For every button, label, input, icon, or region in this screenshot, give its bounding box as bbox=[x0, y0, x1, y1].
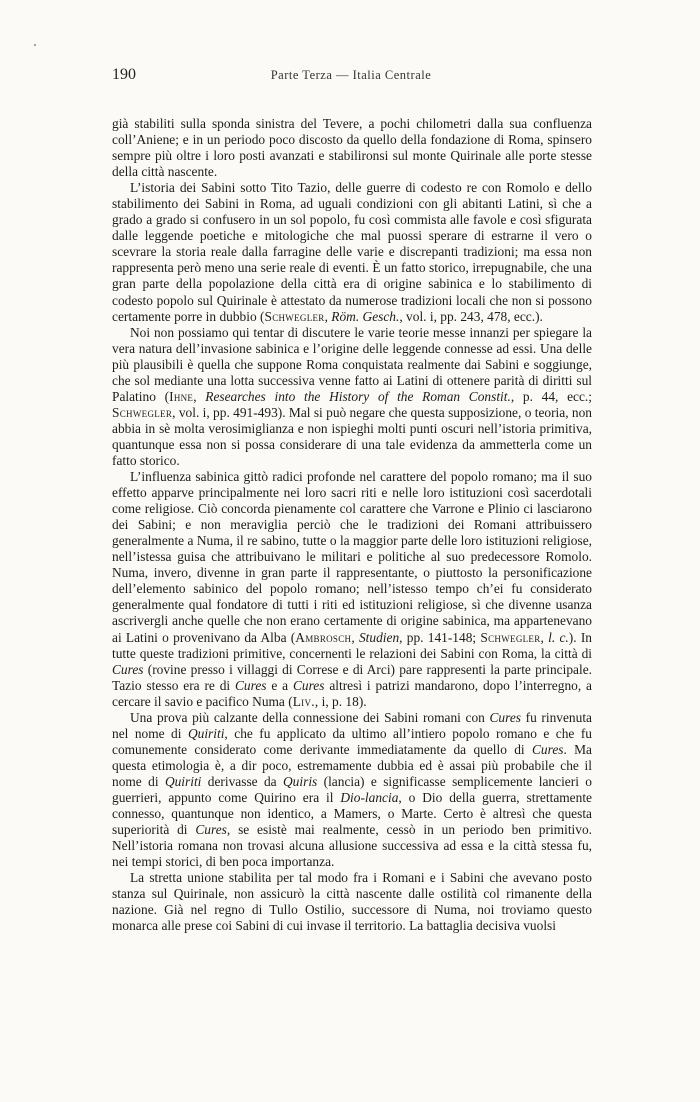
term: Quiris bbox=[283, 773, 318, 789]
author-citation: Ambrosch bbox=[295, 629, 352, 645]
place-name: Cures bbox=[112, 661, 144, 677]
page-number: 190 bbox=[112, 66, 136, 83]
author-citation: Ihne bbox=[169, 388, 194, 404]
work-citation: Röm. Gesch. bbox=[331, 308, 400, 324]
paragraph-3: Noi non possiamo qui tentar di discutere le varie teorie messe innanzi per spiegare la vera natura dell’invasione sabinica e l’origine delle leggende connesse ad essi. Una delle più plausibili è quella che suppone Roma conquistata realmente dai Sabini e soggiunge, che sol mediante una lotta successiva venne fatto ai Latini di ottenere parità di diritti sul Palatino (Ihne, Researches into the History of the Roman Constit., p. 44, ecc.; Schwegler, vol. i, pp. 491-493). Mal si può negare che questa supposizione, o teoria, non abbia in sè molta verosimiglianza e non ispieghi molti punti oscuri nell’istoria primitiva, quantunque essa non si possa considerare di una tale evidenza da ammetterla come un fatto storico. bbox=[112, 324, 592, 468]
work-citation: Studien bbox=[358, 629, 400, 645]
paragraph-2: L’istoria dei Sabini sotto Tito Tazio, delle guerre di codesto re con Romolo e dello stabilimento dei Sabini in Roma, ad uguali condizioni con gli abitanti Latini, sì che a grado a grado si confusero in un sol popolo, fu così commista alle favole e così sfigurata dalle leggende poetiche e mitologiche che mal puossi sperare di estrarne il vero o scevrare la storia reale dalla farragine delle varie e discrepanti tradizioni; ma essa non rappresenta però meno una serie reale di eventi. È un fatto storico, irrepugnabile, che una gran parte della popolazione della città era di origine sabinica e lo stabilimento di codesto popolo sul Quirinale è attestato da numerose tradizioni locali che non si possono certamente porre in dubbio (Schwegler, Röm. Gesch., vol. i, pp. 243, 478, ecc.). bbox=[112, 180, 592, 324]
place-name: Cures bbox=[292, 677, 325, 693]
author-citation: Schwegler bbox=[480, 629, 541, 645]
paragraph-1: già stabiliti sulla sponda sinistra del Tevere, a pochi chilometri dalla sua confluenza coll’Aniene; e in un periodo poco discosto da quello della fondazione di Roma, spinsero sempre più oltre i loro posti avanzati e stabilironsi sul monte Quirinale alle porte stesse della città nascente. bbox=[112, 116, 592, 180]
place-name: Cures bbox=[531, 741, 564, 757]
place-name: Cures bbox=[195, 822, 227, 838]
paragraph-5: Una prova più calzante della connessione dei Sabini romani con Cures fu rinvenuta nel nome di Quiriti, che fu applicato da ultimo all’intiero popolo romano e che fu comunemente considerato come derivante immediatamente da quello di Cures. Ma questa etimologia è, a dir poco, estremamente dubbia ed è assai più probabile che il nome di Quiriti derivasse da Quiris (lancia) e significasse semplicemente lancieri o guerrieri, appunto come Quirino era il Dio-lancia, o Dio della guerra, strettamente connesso, quantunque non identico, a Mamers, o Marte. Certo è altresì che questa superiorità di Cures, se esistè mai realmente, cessò in un periodo ben primitivo. Nell’istoria romana non trovasi alcuna allusione successiva ad essa e la città stessa fu, nei tempi storici, di ben poca importanza. bbox=[112, 709, 593, 870]
paragraph-4: L’influenza sabinica gittò radici profonde nel carattere del popolo romano; ma il suo effetto apparve principalmente nei loro sacri riti e nelle loro istituzioni così sacerdotali come religiose. Ciò concorda pienamente col carattere che Varrone e Plinio ci lasciarono dei Sabini; e non meraviglia perciò che le tradizioni dei Romani attribuissero generalmente a Numa, il re sabino, tutte o la maggior parte delle loro istituzioni religiose, nell’istessa guisa che attribuivano le militari e politiche al suo predecessore Romolo. Numa, invero, divenne in gran parte il rappresentante, o piuttosto la personificazione dell’elemento sabinico del popolo romano; nell’istesso tempo ch’ei fu considerato generalmente qual fondatore di tutti i riti ed istituzioni religiose, sì che divenne usanza ascrivergli anche quelle che non erano certamente di origine sabinica, ma appartenevano ai Latini o provenivano da Alba (Ambrosch, Studien, pp. 141-148; Schwegler, l. c.). In tutte queste tradizioni primitive, concernenti le relazioni dei Sabini con Roma, la città di Cures (rovine presso i villaggi di Correse e di Arci) pare rappresenti la parte principale. Tazio stesso era re di Cures e a Cures altresì i patrizi mandarono, dopo l’interregno, a cercare il savio e pacifico Numa (Liv., i, p. 18). bbox=[112, 469, 592, 709]
page-header bbox=[112, 66, 590, 90]
running-title: Parte Terza — Italia Centrale bbox=[270, 68, 432, 82]
body-text bbox=[112, 116, 592, 934]
work-citation: l. c. bbox=[548, 629, 569, 645]
author-citation: Liv. bbox=[292, 693, 315, 709]
term: Dio-lancia bbox=[340, 789, 399, 805]
term: Quiriti bbox=[187, 725, 225, 741]
place-name: Cures bbox=[489, 709, 521, 725]
term: Quiriti bbox=[164, 773, 202, 789]
place-name: Cures bbox=[235, 677, 267, 693]
author-citation: Schwegler bbox=[264, 308, 325, 324]
author-citation: Schwegler bbox=[112, 404, 173, 420]
page-speck bbox=[34, 44, 36, 46]
paragraph-6: La stretta unione stabilita per tal modo fra i Romani e i Sabini che avevano posto stanza sul Quirinale, non assicurò la città nascente dalle ostilità col rimanente della nazione. Già nel regno di Tullo Ostilio, successore di Numa, noi troviamo questo monarca alle prese coi Sabini di cui invase il territorio. La battaglia decisiva vuolsi bbox=[112, 870, 592, 934]
work-citation: Researches into the History of the Roman Constit. bbox=[205, 388, 511, 404]
